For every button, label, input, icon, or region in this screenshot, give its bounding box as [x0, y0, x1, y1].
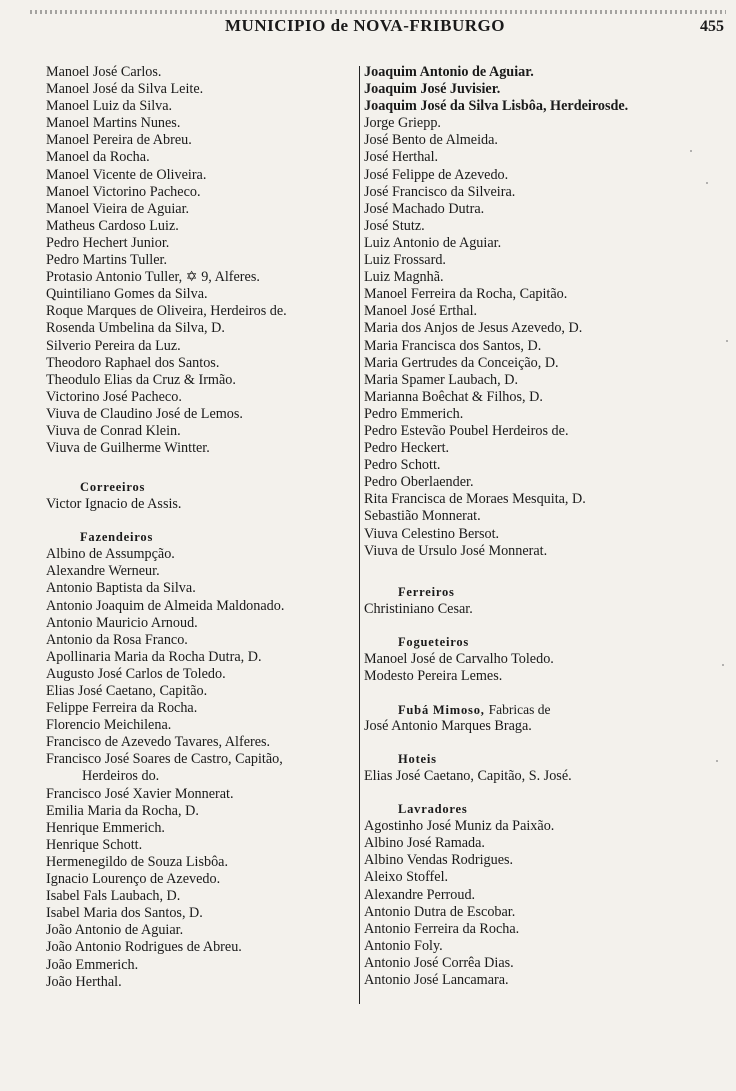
list-item: Manoel Martins Nunes.: [46, 115, 181, 132]
section-heading-lavradores: Lavradores: [398, 802, 468, 817]
list-item: Viuva Celestino Bersot.: [364, 525, 500, 542]
list-item: José Machado Dutra.: [364, 200, 485, 217]
list-item: Jorge Griepp.: [364, 115, 441, 132]
list-item: José Bento de Almeida.: [364, 132, 498, 149]
paper-speck: [690, 150, 692, 152]
list-item: Manoel José de Carvalho Toledo.: [364, 650, 554, 667]
list-item-continuation: Herdeiros do.: [82, 768, 160, 785]
list-item: Pedro Oberlaender.: [364, 474, 474, 491]
list-item: Victor Ignacio de Assis.: [46, 496, 182, 513]
list-item: Antonio Ferreira da Rocha.: [364, 920, 520, 937]
left-group-1: [46, 64, 360, 457]
list-item: Pedro Emmerich.: [364, 405, 464, 422]
list-item: Elias José Caetano, Capitão.: [46, 683, 208, 699]
list-item: Luiz Frossard.: [364, 252, 446, 269]
list-item: Joaquim José Juvisier.: [364, 81, 501, 98]
left-column: [46, 64, 360, 991]
page-title: MUNICIPIO de NOVA-FRIBURGO: [225, 16, 505, 35]
list-item: Isabel Fals Laubach, D.: [46, 888, 181, 905]
list-item: Antonio José Corrêa Dias.: [364, 954, 514, 971]
list-item: José Francisco da Silveira.: [364, 183, 516, 200]
list-item: Florencio Meichilena.: [46, 717, 172, 734]
list-item: Maria Francisca dos Santos, D.: [364, 337, 542, 354]
list-item: João Antonio de Aguiar.: [46, 922, 184, 939]
list-item: Manoel Ferreira da Rocha, Capitão.: [364, 286, 568, 303]
fazendeiros-list: [46, 546, 360, 990]
lavradores-list: [364, 818, 724, 989]
list-item: Modesto Pereira Lemes.: [364, 667, 503, 684]
paper-speck: [706, 182, 708, 184]
list-item: Viuva de Ursulo José Monnerat.: [364, 542, 548, 559]
list-item: Albino José Ramada.: [364, 835, 485, 852]
list-item: Aleixo Stoffel.: [364, 869, 449, 886]
list-item: Luiz Magnhã.: [364, 269, 444, 286]
list-item: Joaquim Antonio de Aguiar.: [364, 64, 534, 80]
section-heading-fuba-mimoso: [364, 701, 724, 718]
list-item: Isabel Maria dos Santos, D.: [46, 905, 203, 922]
list-item: José Herthal.: [364, 149, 439, 166]
list-item: Rosenda Umbelina da Silva, D.: [46, 320, 225, 337]
list-item: Pedro Hechert Junior.: [46, 234, 170, 251]
list-item: Antonio da Rosa Franco.: [46, 631, 188, 648]
list-item: Manoel da Rocha.: [46, 149, 150, 166]
list-item: Roque Marques de Oliveira, Herdeiros de.: [46, 303, 287, 320]
list-item: Antonio Dutra de Escobar.: [364, 903, 516, 920]
list-item: Theodulo Elias da Cruz & Irmão.: [46, 371, 236, 388]
right-column: [364, 64, 724, 989]
list-item: Henrique Emmerich.: [46, 819, 165, 836]
list-item: Henrique Schott.: [46, 836, 143, 853]
list-item: Antonio Baptista da Silva.: [46, 580, 196, 597]
list-item: Antonio Foly.: [364, 937, 443, 954]
section-heading-correeiros: Correeiros: [80, 480, 146, 495]
list-item: Pedro Martins Tuller.: [46, 252, 168, 269]
section-heading-ferreiros: Ferreiros: [398, 584, 455, 599]
list-item: Christiniano Cesar.: [364, 600, 473, 617]
list-item: Luiz Antonio de Aguiar.: [364, 234, 502, 251]
list-item: Manoel José da Silva Leite.: [46, 81, 204, 98]
list-item: Sebastião Monnerat.: [364, 508, 481, 525]
list-item: Joaquim José da Silva Lisbôa, Herdeirosde.: [364, 98, 629, 115]
list-item: Albino de Assumpção.: [46, 546, 175, 563]
list-item: Francisco José Soares de Castro, Capitão,: [46, 751, 283, 768]
section-heading-fazendeiros: Fazendeiros: [80, 530, 154, 545]
list-item: Alexandre Werneur.: [46, 563, 160, 580]
list-item: Emilia Maria da Rocha, D.: [46, 802, 199, 819]
list-item: Rita Francisca de Moraes Mesquita, D.: [364, 491, 586, 508]
list-item: Augusto José Carlos de Toledo.: [46, 665, 226, 682]
list-item: Antonio Mauricio Arnoud.: [46, 614, 198, 631]
list-item: Antonio José Lancamara.: [364, 972, 509, 989]
list-item: Manoel José Carlos.: [46, 64, 162, 80]
list-item: Protasio Antonio Tuller, ✡ 9, Alferes.: [46, 269, 260, 286]
list-item: Francisco de Azevedo Tavares, Alferes.: [46, 734, 271, 751]
list-item: Theodoro Raphael dos Santos.: [46, 354, 220, 371]
list-item: Alexandre Perroud.: [364, 886, 476, 903]
list-item: Antonio Joaquim de Almeida Maldonado.: [46, 597, 285, 614]
section-heading-hoteis: Hoteis: [398, 752, 437, 767]
list-item: Viuva de Conrad Klein.: [46, 422, 181, 439]
list-item: João Herthal.: [46, 973, 122, 990]
list-item: Ignacio Lourenço de Azevedo.: [46, 871, 221, 888]
page-number: 455: [700, 18, 724, 35]
list-item: Agostinho José Muniz da Paixão.: [364, 818, 555, 835]
list-item: Maria dos Anjos de Jesus Azevedo, D.: [364, 320, 583, 337]
list-item: Albino Vendas Rodrigues.: [364, 852, 514, 869]
list-item: Manoel Vicente de Oliveira.: [46, 166, 207, 183]
list-item: Silverio Pereira da Luz.: [46, 337, 181, 354]
list-item: Manoel Victorino Pacheco.: [46, 183, 201, 200]
list-item: Elias José Caetano, Capitão, S. José.: [364, 768, 572, 785]
list-item: João Emmerich.: [46, 956, 139, 973]
fuba-heading-bold: Fubá Mimoso,: [398, 703, 485, 717]
list-item: Pedro Schott.: [364, 457, 441, 474]
list-item: Pedro Estevão Poubel Herdeiros de.: [364, 422, 569, 439]
list-item: Victorino José Pacheco.: [46, 388, 182, 405]
paper-speck: [726, 340, 728, 342]
list-item: Francisco José Xavier Monnerat.: [46, 785, 234, 802]
list-item: Pedro Heckert.: [364, 440, 450, 457]
list-item: José Stutz.: [364, 217, 425, 234]
paper-speck: [716, 760, 718, 762]
list-item: Maria Gertrudes da Conceição, D.: [364, 354, 559, 371]
header-ornament: [30, 10, 726, 14]
list-item: Maria Spamer Laubach, D.: [364, 371, 519, 388]
list-item: Quintiliano Gomes da Silva.: [46, 286, 208, 303]
list-item: Marianna Boêchat & Filhos, D.: [364, 388, 543, 405]
list-item: Matheus Cardoso Luiz.: [46, 217, 179, 234]
list-item: Manoel Pereira de Abreu.: [46, 132, 192, 149]
list-item: Apollinaria Maria da Rocha Dutra, D.: [46, 648, 262, 665]
list-item: Viuva de Guilherme Wintter.: [46, 440, 210, 457]
fuba-heading-rest: Fabricas de: [488, 702, 551, 717]
list-item: Hermenegildo de Souza Lisbôa.: [46, 853, 229, 870]
paper-speck: [722, 664, 724, 666]
section-heading-fogueteiros: Fogueteiros: [398, 634, 470, 649]
page-header: [0, 10, 736, 40]
list-item: Manoel Vieira de Aguiar.: [46, 200, 190, 217]
list-item: José Antonio Marques Braga.: [364, 718, 532, 734]
list-item: Manoel José Erthal.: [364, 303, 478, 320]
list-item: José Felippe de Azevedo.: [364, 166, 509, 183]
list-item: Felippe Ferreira da Rocha.: [46, 700, 198, 717]
right-group-1: [364, 64, 724, 560]
list-item: João Antonio Rodrigues de Abreu.: [46, 939, 242, 956]
list-item: Viuva de Claudino José de Lemos.: [46, 405, 243, 422]
list-item: Manoel Luiz da Silva.: [46, 98, 173, 115]
